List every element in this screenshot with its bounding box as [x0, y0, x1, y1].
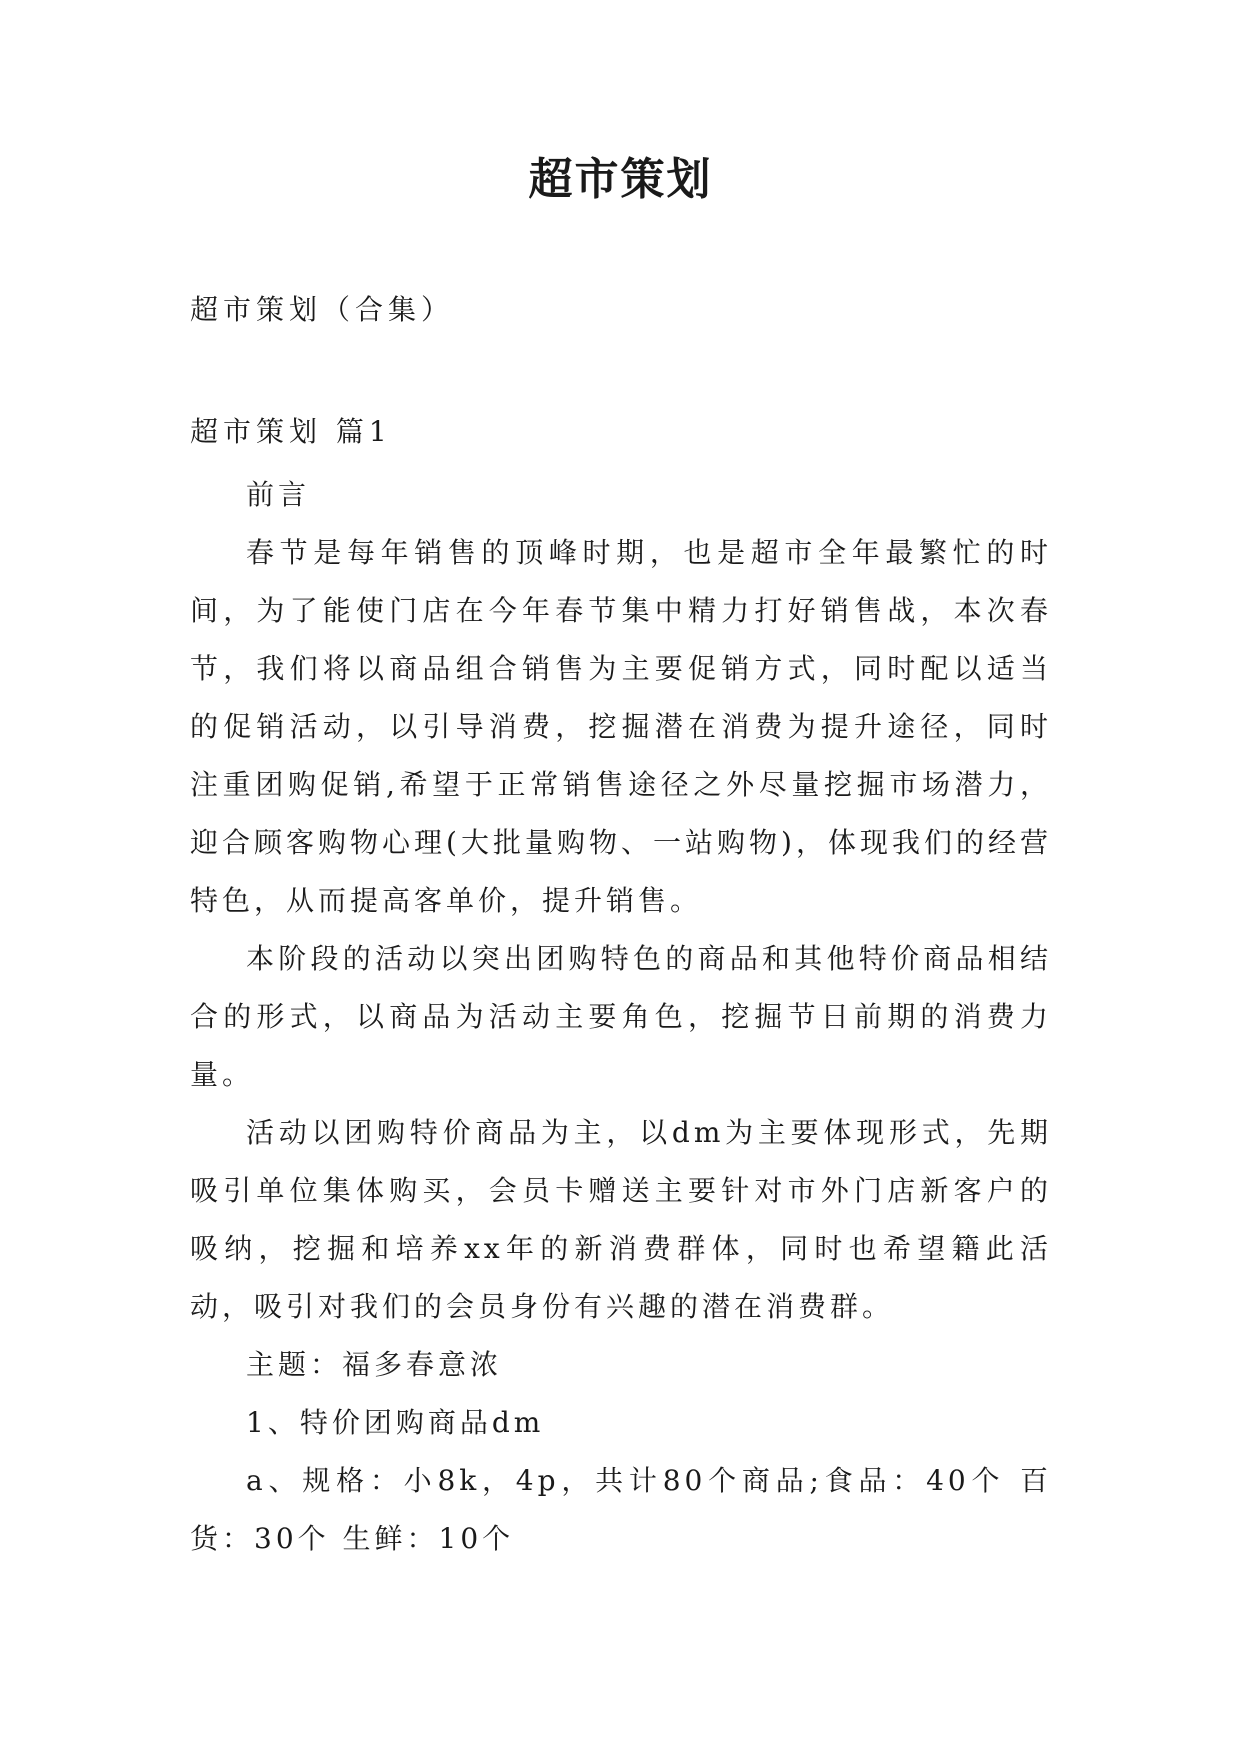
paragraph-preface: 前言 — [246, 478, 311, 511]
document-subtitle: 超市策划（合集） — [190, 293, 455, 326]
paragraph-item: a、规格：小8k，4p，共计80个商品;食品：40个 百货：30个 生鲜：10个 — [190, 1464, 1052, 1555]
document-title: 超市策划 — [528, 154, 713, 205]
document-body — [190, 466, 1052, 1568]
paragraph: 活动以团购特价商品为主，以dm为主要体现形式，先期吸引单位集体购买，会员卡赠送主要针对市外门店新客户的吸纳，挖掘和培养xx年的新消费群体，同时也希望籍此活动，吸引对我们的会员身份有兴趣的潜在消费群。 — [190, 1116, 1052, 1323]
paragraph: 春节是每年销售的顶峰时期，也是超市全年最繁忙的时间，为了能使门店在今年春节集中精力打好销售战，本次春节，我们将以商品组合销售为主要促销方式，同时配以适当的促销活动，以引导消费，挖掘潜在消费为提升途径，同时注重团购促销,希望于正常销售途径之外尽量挖掘市场潜力，迎合顾客购物心理(大批量购物、一站购物)，体现我们的经营特色，从而提高客单价，提升销售。 — [190, 536, 1052, 917]
paragraph-theme: 主题：福多春意浓 — [246, 1348, 503, 1381]
paragraph-item: 1、特价团购商品dm — [246, 1406, 545, 1439]
paragraph: 本阶段的活动以突出团购特色的商品和其他特价商品相结合的形式，以商品为活动主要角色，挖掘节日前期的消费力量。 — [190, 942, 1052, 1091]
section-heading: 超市策划 篇1 — [190, 415, 392, 448]
